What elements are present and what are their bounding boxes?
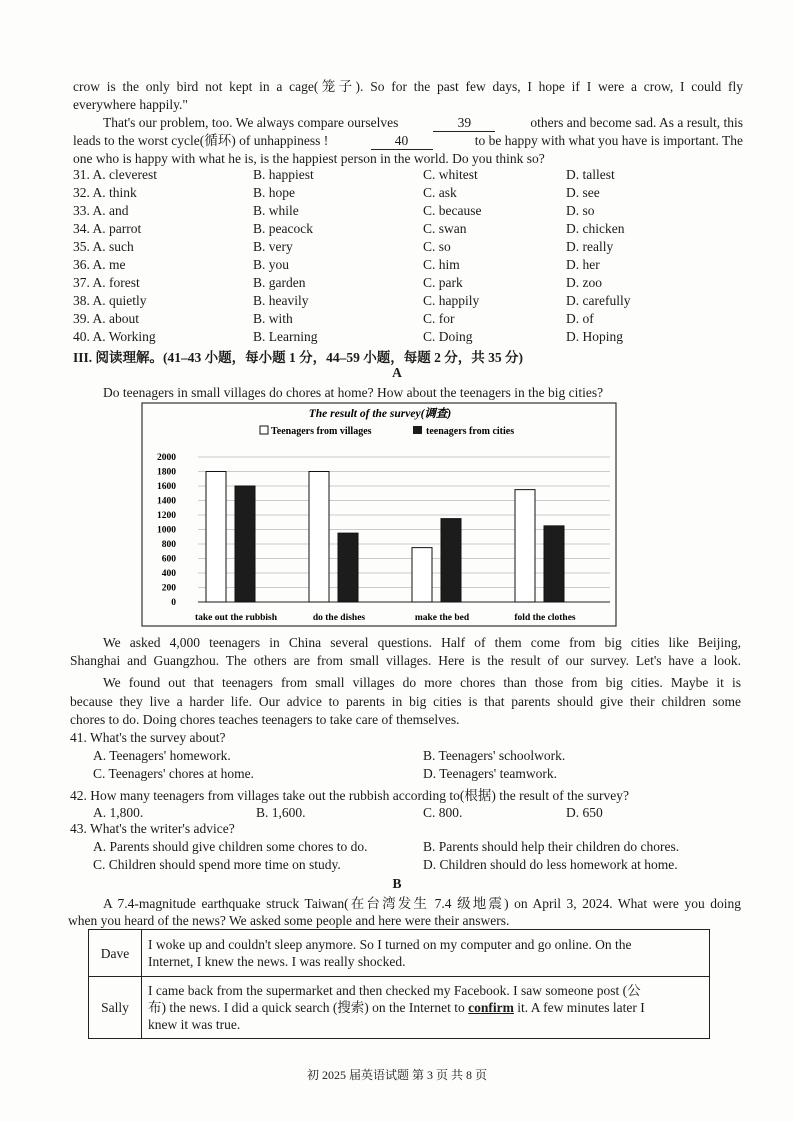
legend-swatch-villages (260, 426, 268, 434)
passage-line (73, 132, 743, 150)
bar-villages (515, 490, 535, 602)
x-tick-label: do the dishes (312, 613, 366, 623)
option-39-b: B. with (253, 311, 293, 326)
option-31-b: B. happiest (253, 167, 314, 182)
chart-legend (260, 426, 514, 437)
part-a-paragraph: chores to do. Doing chores teaches teenagers to take care of themselves. (70, 712, 460, 727)
option-d: D. 650 (566, 805, 603, 820)
y-tick-label: 1200 (157, 511, 176, 521)
option-35-d: D. really (566, 239, 614, 254)
blank-40: 40 (371, 132, 433, 150)
chart-title: The result of the survey(调查) (308, 408, 452, 420)
bar-cities (235, 486, 255, 602)
table-row (89, 977, 710, 1039)
y-tick-label: 400 (161, 569, 176, 579)
option-36-b: B. you (253, 257, 290, 272)
option-32-d: D. see (566, 185, 600, 200)
question-43: 43. What's the writer's advice? (70, 821, 235, 836)
legend-swatch-cities (413, 426, 422, 434)
answer-text-part: it. A few minutes later I (513, 1000, 645, 1015)
legend-label-cities: teenagers from cities (426, 426, 515, 437)
part-b-intro: when you heard of the news? We asked some people and here were their answers. (68, 913, 510, 928)
option-34-a: 34. A. parrot (73, 221, 142, 236)
answer-line: I woke up and couldn't sleep anymore. So I turned on my computer and go online. On the (148, 937, 632, 952)
person-name: Dave (89, 930, 142, 977)
option-a: A. Parents should give children some chores to do. (93, 839, 368, 854)
option-31-a: 31. A. cleverest (73, 167, 157, 182)
survey-bar-chart (140, 402, 618, 628)
bar-cities (441, 519, 461, 602)
part-a-paragraph: We asked 4,000 teenagers in China several questions. Half of them come from big cities like Beijing, (103, 635, 741, 650)
option-34-d: D. chicken (566, 221, 625, 236)
option-35-b: B. very (253, 239, 293, 254)
passage-text: to be happy with what you have is important. The (474, 133, 743, 148)
answer-line (148, 999, 703, 1016)
part-b-label: B (392, 876, 402, 891)
option-38-b: B. heavily (253, 293, 309, 308)
option-39-c: C. for (423, 311, 455, 326)
y-tick-label: 200 (161, 583, 176, 594)
question-41: 41. What's the survey about? (70, 730, 226, 745)
question-42: 42. How many teenagers from villages take out the rubbish according to(根据) the result of the survey? (70, 788, 629, 803)
option-38-d: D. carefully (566, 293, 631, 308)
option-40-a: 40. A. Working (73, 329, 156, 344)
answer-text (142, 930, 710, 977)
y-tick-label: 1400 (157, 496, 176, 507)
option-c: C. Teenagers' chores at home. (93, 766, 254, 781)
option-c: C. Children should spend more time on study. (93, 857, 341, 872)
x-tick-label: take out the rubbish (194, 613, 278, 623)
passage-line (103, 114, 743, 132)
option-31-d: D. tallest (566, 167, 615, 182)
option-36-a: 36. A. me (73, 257, 126, 272)
legend-label-villages: Teenagers from villages (271, 426, 372, 437)
option-40-b: B. Learning (253, 329, 318, 344)
blank-39: 39 (433, 114, 495, 132)
answer-text (142, 977, 710, 1039)
option-a: A. Teenagers' homework. (93, 748, 231, 763)
part-a-question: Do teenagers in small villages do chores at home? How about the teenagers in the big cities? (103, 385, 604, 400)
page-footer: 初 2025 届英语试题 第 3 页 共 8 页 (306, 1068, 487, 1082)
passage-line: everywhere happily." (73, 97, 188, 112)
y-tick-label: 2000 (157, 453, 176, 463)
option-b: B. Teenagers' schoolwork. (423, 748, 566, 763)
passage-text: That's our problem, too. We always compare ourselves (103, 115, 399, 130)
option-a: A. 1,800. (93, 805, 144, 820)
passage-text: others and become sad. As a result, this (530, 115, 743, 130)
part-a-paragraph: Shanghai and Guangzhou. The others are from small villages. Here is the result of our survey. Let's have a look. (70, 653, 741, 668)
option-37-a: 37. A. forest (73, 275, 140, 290)
option-c: C. 800. (423, 805, 463, 820)
option-32-a: 32. A. think (73, 185, 137, 200)
answers-table (88, 929, 710, 1039)
option-32-b: B. hope (253, 185, 295, 200)
y-tick-label: 1600 (157, 482, 176, 492)
y-tick-label: 800 (161, 540, 176, 550)
option-33-b: B. while (253, 203, 299, 218)
passage-line: crow is the only bird not kept in a cage(笼子). So for the past few days, I hope if I were a crow, I could fly (73, 79, 743, 94)
table-row (89, 930, 710, 977)
keyword-confirm: confirm (468, 1000, 514, 1015)
y-tick-label: 1000 (157, 525, 176, 536)
option-39-d: D. of (566, 311, 594, 326)
x-tick-label: fold the clothes (514, 613, 576, 623)
option-36-c: C. him (423, 257, 460, 272)
y-tick-label: 0 (171, 598, 176, 608)
option-33-a: 33. A. and (73, 203, 129, 218)
option-33-c: C. because (423, 203, 482, 218)
bar-cities (544, 526, 564, 602)
bar-cities (338, 533, 358, 602)
option-b: B. 1,600. (256, 805, 306, 820)
option-32-c: C. ask (423, 185, 457, 200)
answer-line: knew it was true. (148, 1017, 241, 1032)
option-b: B. Parents should help their children do chores. (423, 839, 680, 854)
part-a-paragraph: We found out that teenagers from small villages do more chores than those from big cities. Maybe it is (103, 675, 741, 690)
option-37-b: B. garden (253, 275, 306, 290)
option-35-a: 35. A. such (73, 239, 134, 254)
option-40-c: C. Doing (423, 329, 473, 344)
part-a-paragraph: because they live a harder life. Our advice to parents in big cities is that parents should give their children some (70, 694, 741, 709)
option-34-c: C. swan (423, 221, 467, 236)
option-37-c: C. park (423, 275, 463, 290)
answer-text-part: 布) the news. I did a quick search (搜索) on the Internet to (148, 1000, 469, 1015)
y-tick-label: 600 (161, 554, 176, 565)
option-38-a: 38. A. quietly (73, 293, 147, 308)
option-37-d: D. zoo (566, 275, 602, 290)
option-36-d: D. her (566, 257, 600, 272)
option-35-c: C. so (423, 239, 451, 254)
answer-line: I came back from the supermarket and then checked my Facebook. I saw someone post (公 (148, 983, 641, 998)
part-b-intro: A 7.4-magnitude earthquake struck Taiwan(在台湾发生 7.4 级地震) on April 3, 2024. What were you doing (103, 896, 741, 911)
passage-line: one who is happy with what he is, is the happiest person in the world. Do you think so? (73, 151, 545, 166)
x-tick-label: make the bed (414, 613, 470, 623)
option-40-d: D. Hoping (566, 329, 623, 344)
section-3-heading: III. 阅读理解。(41–43 小题，每小题 1 分，44–59 小题，每题 2 分，共 35 分) (73, 350, 524, 365)
bar-villages (309, 472, 329, 603)
option-39-a: 39. A. about (73, 311, 139, 326)
person-name: Sally (89, 977, 142, 1039)
answer-line: Internet, I knew the news. I was really shocked. (148, 954, 406, 969)
option-d: D. Teenagers' teamwork. (423, 766, 557, 781)
option-38-c: C. happily (423, 293, 480, 308)
option-d: D. Children should do less homework at home. (423, 857, 678, 872)
option-33-d: D. so (566, 203, 595, 218)
part-a-label: A (392, 365, 402, 380)
option-31-c: C. whitest (423, 167, 478, 182)
y-tick-label: 1800 (157, 467, 176, 478)
passage-text: leads to the worst cycle(循环) of unhappiness ! (73, 133, 329, 148)
bar-villages (412, 548, 432, 602)
option-34-b: B. peacock (253, 221, 313, 236)
bar-villages (206, 472, 226, 603)
